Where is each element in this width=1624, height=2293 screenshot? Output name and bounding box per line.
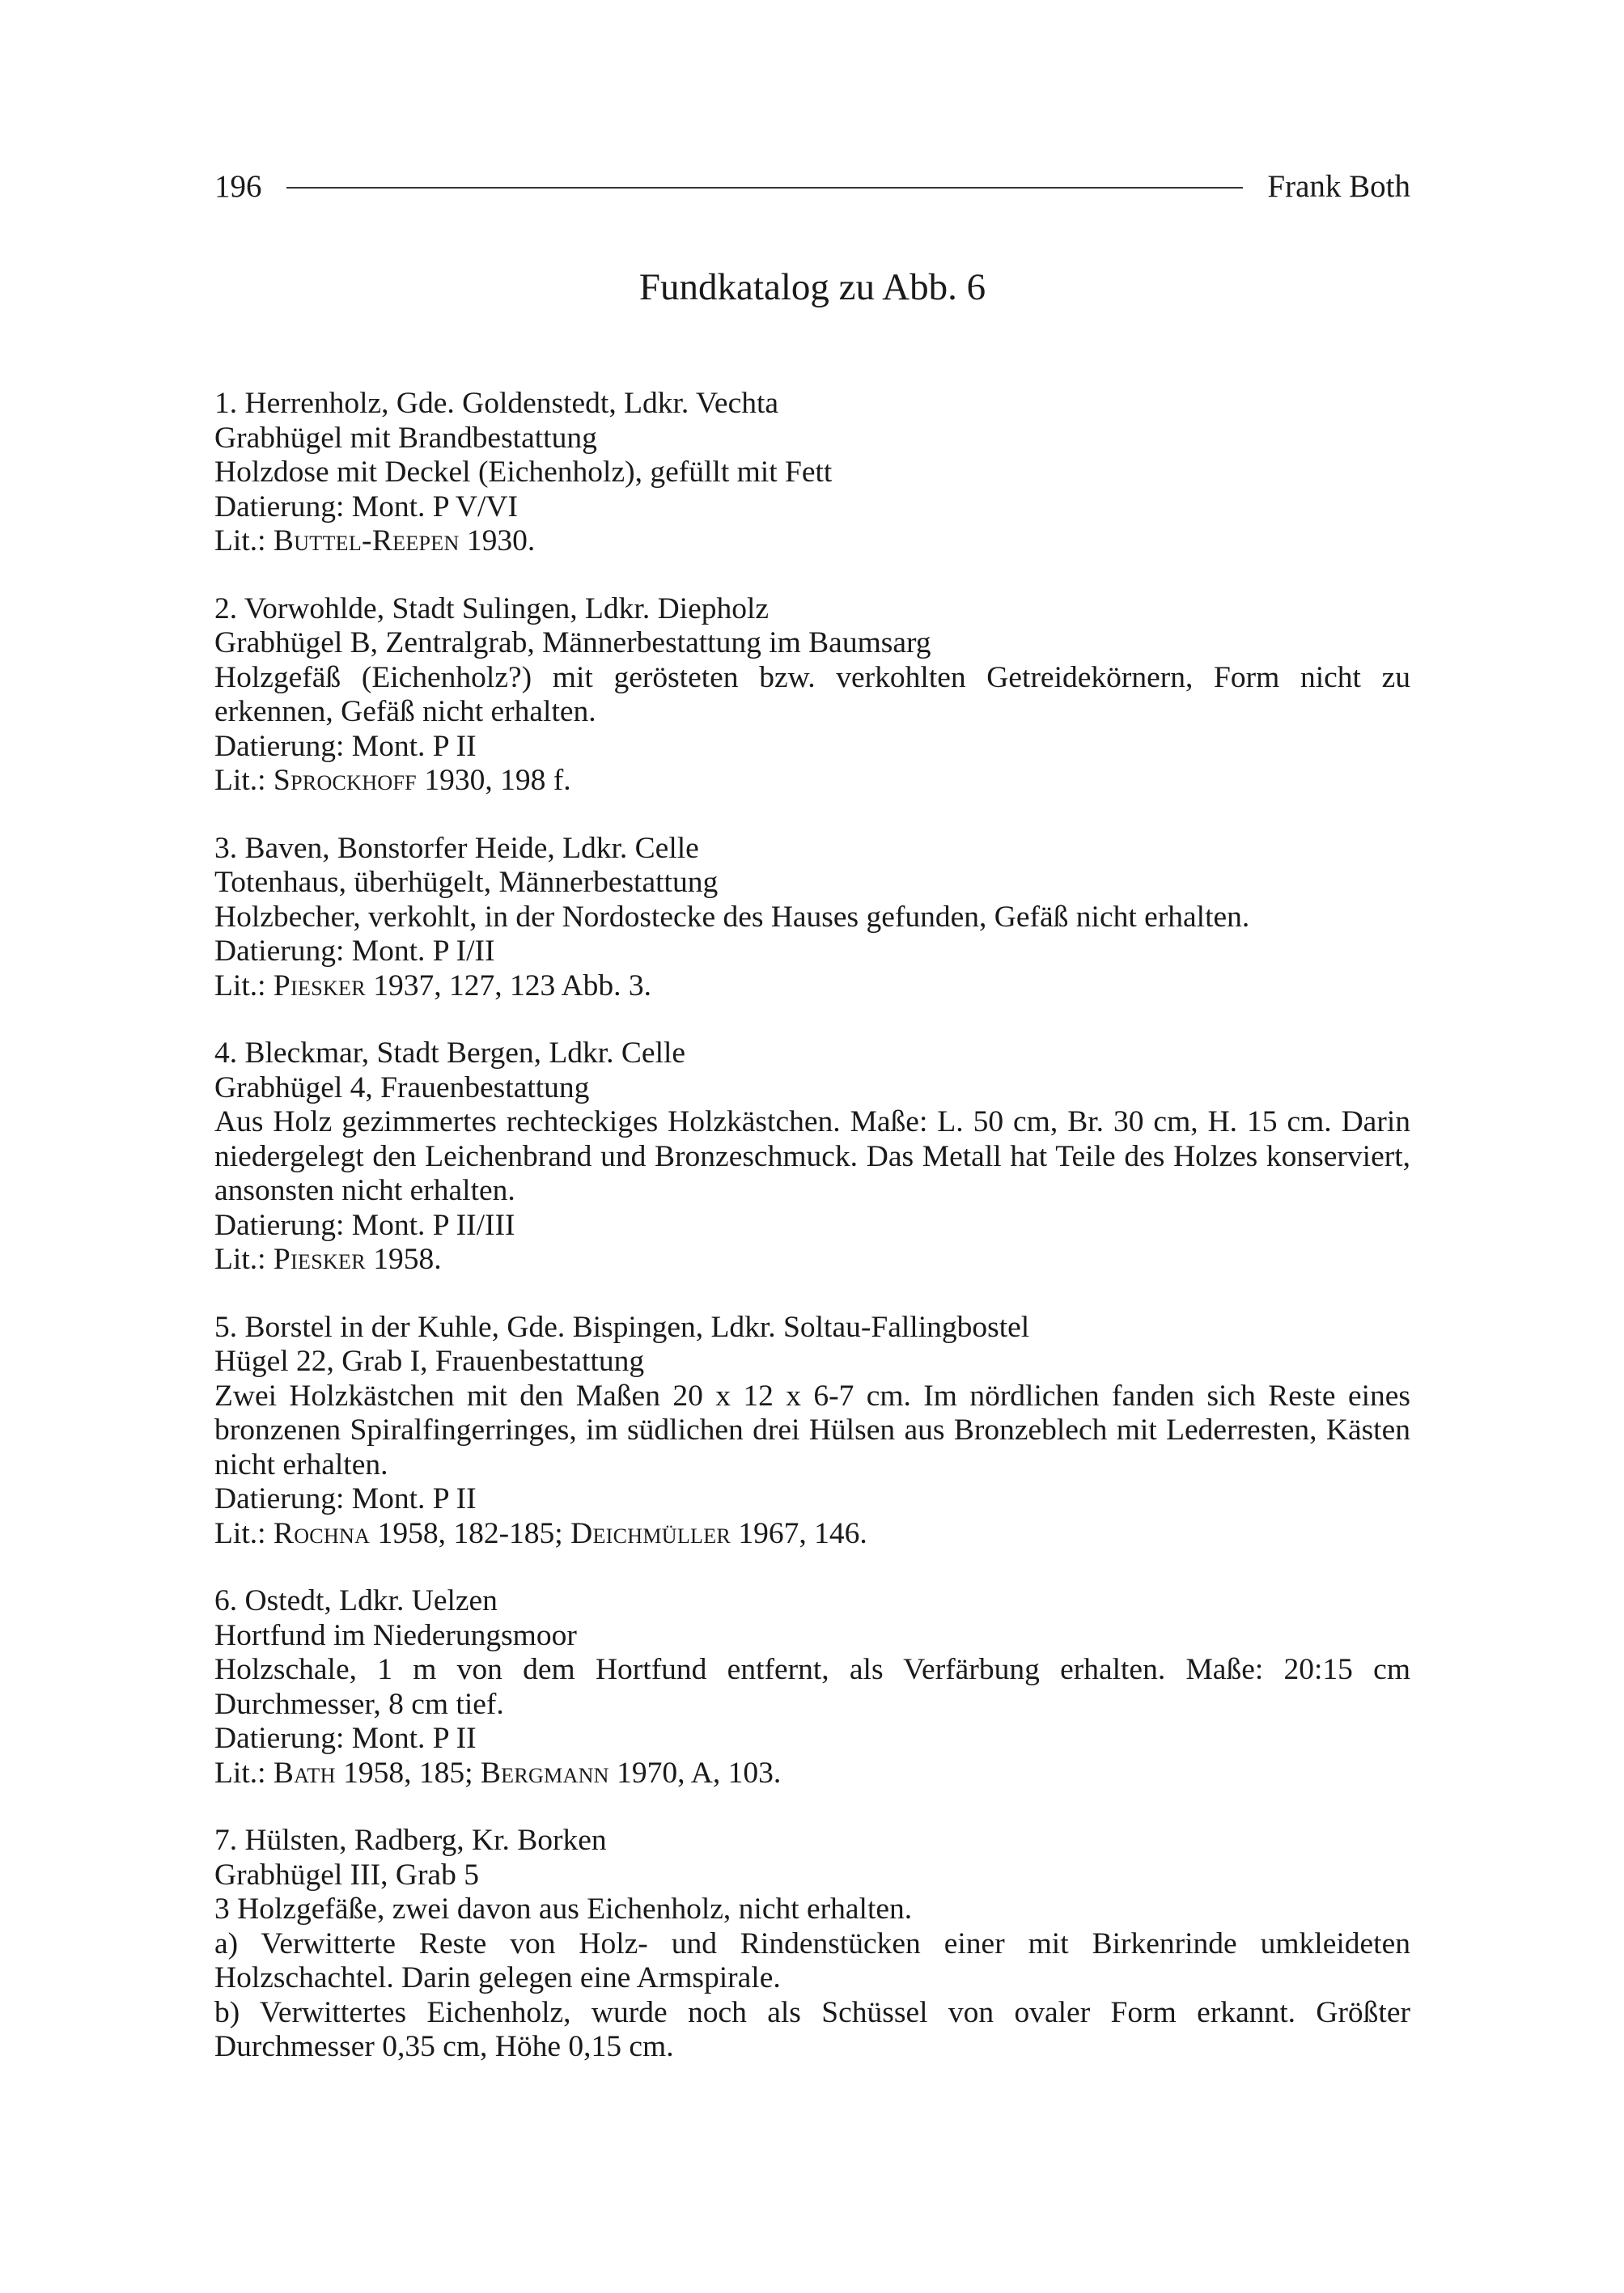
entry-description: Zwei Holzkästchen mit den Maßen 20 x 12 x 6-7 cm. Im nördlichen fanden sich Reste eines bronzenen Spiralfingerringes, im südlichen drei Hülsen aus Bronzeblech mit Lederresten, Kästen nicht erhalten. (214, 1379, 1410, 1481)
catalog-entry-6 (214, 1584, 1410, 1791)
running-head-author: Frank Both (1267, 168, 1410, 204)
lit-author-2: Deichmüller (570, 1516, 731, 1550)
lit-author: Piesker (273, 968, 366, 1002)
lit-author: Bath (273, 1756, 336, 1790)
lit-prefix: Lit.: (214, 968, 273, 1002)
catalog-entry-7 (214, 1824, 1410, 2065)
entry-context: Grabhügel 4, Frauenbestattung (214, 1070, 590, 1104)
lit-prefix: Lit.: (214, 764, 273, 797)
entry-description: 3 Holzgefäße, zwei davon aus Eichenholz, nicht erhalten. (214, 1892, 913, 1926)
header-rule (286, 187, 1244, 189)
entry-description: Aus Holz gezimmertes rechteckiges Holzkästchen. Maße: L. 50 cm, Br. 30 cm, H. 15 cm. Darin niedergelegt den Leichenbrand und Bronzeschmuck. Das Metall hat Teile des Holzes konserviert, ansonsten nicht erhalten. (214, 1105, 1410, 1207)
entry-literature (214, 1517, 1410, 1552)
entry-heading: 1. Herrenholz, Gde. Goldenstedt, Ldkr. Vechta (214, 387, 779, 420)
lit-author: Buttel-Reepen (273, 524, 460, 557)
entry-dating: Datierung: Mont. P II (214, 1722, 477, 1755)
lit-author: Rochna (273, 1516, 371, 1550)
lit-rest: 1967, 146. (731, 1516, 867, 1550)
catalog-entry-4 (214, 1036, 1410, 1278)
lit-rest: 1958. (365, 1243, 442, 1276)
entry-context: Hortfund im Niederungsmoor (214, 1618, 577, 1652)
entry-heading: 4. Bleckmar, Stadt Bergen, Ldkr. Celle (214, 1036, 686, 1070)
lit-author-2: Bergmann (480, 1756, 609, 1790)
entry-context: Hügel 22, Grab I, Frauenbestattung (214, 1345, 645, 1378)
entry-literature (214, 969, 1410, 1004)
lit-author: Sprockhoff (273, 764, 417, 797)
lit-rest: 1937, 127, 123 Abb. 3. (365, 968, 652, 1002)
lit-author: Piesker (273, 1243, 366, 1276)
lit-middle: 1958, 182-185; (370, 1516, 571, 1550)
page-number: 196 (214, 168, 262, 204)
lit-prefix: Lit.: (214, 524, 273, 557)
lit-rest: 1930. (459, 524, 536, 557)
catalog-entry-2 (214, 592, 1410, 799)
entry-description: Holzbecher, verkohlt, in der Nordostecke des Hauses gefunden, Gefäß nicht erhalten. (214, 900, 1250, 934)
entry-heading: 6. Ostedt, Ldkr. Uelzen (214, 1584, 498, 1617)
running-head (214, 162, 1410, 210)
entry-item-b: b) Verwittertes Eichenholz, wurde noch als Schüssel von ovaler Form erkannt. Größter Durchmesser 0,35 cm, Höhe 0,15 cm. (214, 1995, 1410, 2063)
entry-description: Holzschale, 1 m von dem Hortfund entfernt, als Verfärbung erhalten. Maße: 20:15 cm Durchmesser, 8 cm tief. (214, 1653, 1410, 1721)
entry-heading: 2. Vorwohlde, Stadt Sulingen, Ldkr. Diepholz (214, 591, 770, 625)
entry-heading: 5. Borstel in der Kuhle, Gde. Bispingen, Ldkr. Soltau-Fallingbostel (214, 1310, 1030, 1344)
entry-context: Grabhügel mit Brandbestattung (214, 421, 597, 455)
entry-dating: Datierung: Mont. P I/II (214, 935, 495, 968)
entry-heading: 7. Hülsten, Radberg, Kr. Borken (214, 1824, 607, 1857)
entry-dating: Datierung: Mont. P II/III (214, 1208, 515, 1242)
page-title: Fundkatalog zu Abb. 6 (638, 266, 986, 308)
entry-context: Grabhügel III, Grab 5 (214, 1858, 479, 1892)
catalog (214, 387, 1410, 2098)
entry-literature (214, 1757, 1410, 1791)
entry-literature (214, 524, 1410, 559)
lit-rest: 1970, A, 103. (608, 1756, 782, 1790)
entry-description: Holzgefäß (Eichenholz?) mit gerösteten bzw. verkohlten Getreidekörnern, Form nicht zu erkennen, Gefäß nicht erhalten. (214, 660, 1410, 728)
entry-heading: 3. Baven, Bonstorfer Heide, Ldkr. Celle (214, 831, 699, 865)
lit-prefix: Lit.: (214, 1756, 273, 1790)
entry-literature (214, 764, 1410, 799)
entry-context: Totenhaus, überhügelt, Männerbestattung (214, 866, 719, 899)
lit-prefix: Lit.: (214, 1243, 273, 1276)
catalog-entry-3 (214, 832, 1410, 1004)
lit-rest: 1930, 198 f. (416, 764, 571, 797)
catalog-entry-5 (214, 1311, 1410, 1552)
catalog-entry-1 (214, 387, 1410, 559)
entry-dating: Datierung: Mont. P II (214, 729, 477, 763)
entry-dating: Datierung: Mont. P V/VI (214, 490, 518, 523)
entry-context: Grabhügel B, Zentralgrab, Männerbestattung im Baumsarg (214, 626, 931, 659)
lit-middle: 1958, 185; (335, 1756, 481, 1790)
entry-literature (214, 1243, 1410, 1278)
lit-prefix: Lit.: (214, 1516, 273, 1550)
entry-dating: Datierung: Mont. P II (214, 1482, 477, 1515)
entry-description: Holzdose mit Deckel (Eichenholz), gefüllt mit Fett (214, 456, 833, 489)
entry-item-a: a) Verwitterte Reste von Holz- und Rindenstücken einer mit Birkenrinde umkleideten Holzschachtel. Darin gelegen eine Armspirale. (214, 1926, 1410, 1994)
